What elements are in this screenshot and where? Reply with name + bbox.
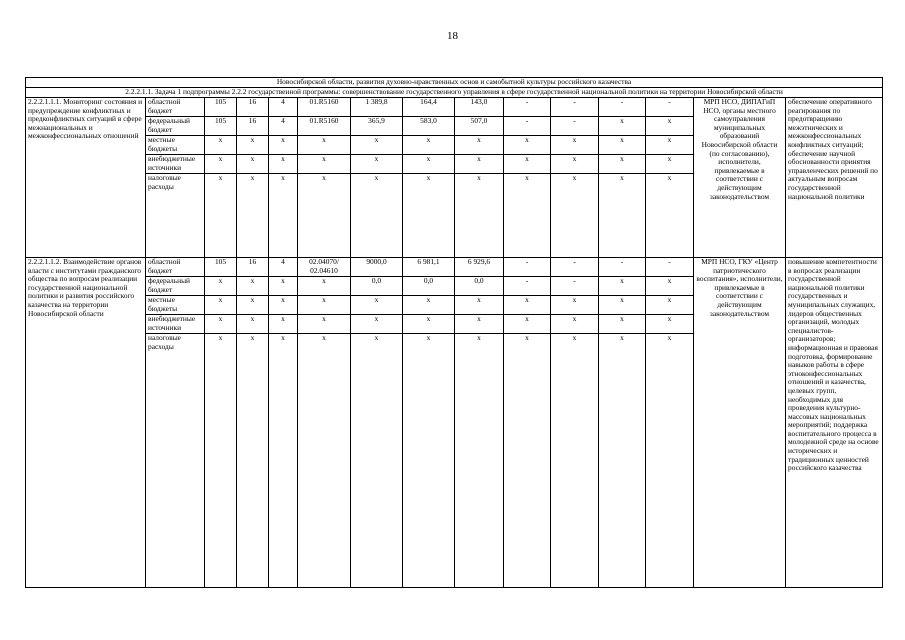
table-cell: 16: [237, 98, 269, 117]
table-cell: x: [646, 277, 694, 296]
table-cell: x: [551, 136, 599, 155]
task-header-row: [26, 88, 883, 98]
table-cell: 105: [205, 98, 237, 117]
table-cell: x: [455, 136, 504, 155]
table-cell: x: [455, 296, 504, 315]
table-cell: x: [205, 296, 237, 315]
section-header: Новосибирской области, развития духовно-нравственных основ и самобытной культуры российского казачества: [26, 78, 883, 88]
table-cell: x: [504, 334, 551, 588]
activity-name: 2.2.2.1.1.2. Взаимодействие органов власти с институтами гражданского общества по вопросам реализации государственной национальной политики и развития российского казачества на территории Новосибирской области: [26, 258, 146, 588]
table-cell: x: [403, 334, 455, 588]
table-cell: x: [237, 277, 269, 296]
table-cell: x: [351, 334, 403, 588]
table-cell: 0,0: [455, 277, 504, 296]
table-cell: x: [403, 296, 455, 315]
table-cell: x: [237, 334, 269, 588]
table-cell: x: [269, 334, 298, 588]
task-header: 2.2.2.1.1. Задача 1 подпрограммы 2.2.2 государственной программы: совершенствование государственного управления в сфере государственной национальной политики на территории Новосибирской области: [26, 88, 883, 98]
table-cell: 143,0: [455, 98, 504, 117]
program-table: [25, 77, 883, 588]
funding-source: внебюджетные источники: [146, 315, 205, 334]
table-cell: x: [551, 334, 599, 588]
table-cell: -: [504, 258, 551, 277]
table-cell: x: [646, 117, 694, 136]
table-cell: x: [298, 277, 351, 296]
table-cell: x: [599, 334, 646, 588]
table-cell: x: [646, 315, 694, 334]
table-cell: 16: [237, 258, 269, 277]
table-cell: x: [269, 155, 298, 174]
table-cell: x: [403, 155, 455, 174]
table-cell: x: [351, 315, 403, 334]
table-cell: x: [205, 174, 237, 258]
table-cell: 02.04070/ 02.04610: [298, 258, 351, 277]
table-cell: x: [205, 277, 237, 296]
funding-source: местные бюджеты: [146, 136, 205, 155]
table-cell: x: [205, 315, 237, 334]
funding-source: местные бюджеты: [146, 296, 205, 315]
expected-result: обеспечение оперативного реагирования по предотвращению межэтнических и межконфессиональных конфликтных ситуаций; обеспечение научной обоснованности принятия управленческих решений по актуальным вопросам государственной национальной политики: [786, 98, 883, 258]
table-cell: 16: [237, 117, 269, 136]
table-cell: x: [599, 117, 646, 136]
table-cell: x: [351, 136, 403, 155]
table-cell: x: [205, 136, 237, 155]
table-cell: x: [298, 155, 351, 174]
executor: МРП НСО, ГКУ «Центр патриотического воспитания», исполнители, привлекаемые в соответствии с действующим законодательством: [694, 258, 786, 588]
activity-name: 2.2.2.1.1.1. Мониторинг состояния и предупреждение конфликтных и предконфликтных ситуаций в сфере межнациональных и межконфессиональных отношений: [26, 98, 146, 258]
table-cell: x: [455, 155, 504, 174]
table-cell: -: [504, 117, 551, 136]
table-cell: x: [403, 174, 455, 258]
table-cell: x: [599, 277, 646, 296]
table-cell: x: [237, 174, 269, 258]
table-cell: x: [646, 174, 694, 258]
table-cell: x: [599, 174, 646, 258]
table-cell: x: [269, 136, 298, 155]
table-cell: x: [551, 174, 599, 258]
expected-result: повышение компетентности в вопросах реализации государственной национальной политики государственных и муниципальных служащих, лидеров общественных организаций, молодых специалистов-организаторов; информационная и правовая подготовка, формирование навыков работы в сфере этноконфессиональных отношений и казачества, целевых групп, необходимых для проведения культурно-массовых национальных мероприятий; поддержка воспитательного процесса в молодежной среде на основе исторических и традиционных ценностей российского казачества: [786, 258, 883, 588]
table-cell: -: [599, 258, 646, 277]
table-cell: x: [646, 155, 694, 174]
table-cell: x: [646, 334, 694, 588]
table-cell: x: [551, 315, 599, 334]
table-row: [26, 98, 883, 117]
section-header-row: [26, 78, 883, 88]
table-cell: x: [551, 155, 599, 174]
table-cell: x: [599, 315, 646, 334]
funding-source: налоговые расходы: [146, 174, 205, 258]
executor: МРП НСО, ДИПАГиП НСО, органы местного самоуправления муниципальных образований Новосибирской области (по согласованию), исполнители, привлекаемые в соответствии с действующим законодательством: [694, 98, 786, 258]
funding-source: внебюджетные источники: [146, 155, 205, 174]
table-cell: x: [237, 315, 269, 334]
table-cell: 583,0: [403, 117, 455, 136]
table-cell: x: [403, 315, 455, 334]
table-cell: 01.R5160: [298, 98, 351, 117]
page-number: 18: [447, 30, 458, 42]
table-cell: x: [504, 296, 551, 315]
table-cell: x: [298, 296, 351, 315]
table-cell: x: [237, 296, 269, 315]
table-cell: x: [455, 315, 504, 334]
table-cell: 4: [269, 98, 298, 117]
table-cell: 4: [269, 258, 298, 277]
table-cell: x: [599, 155, 646, 174]
table-cell: 6 929,6: [455, 258, 504, 277]
funding-source: областной бюджет: [146, 98, 205, 117]
table-cell: x: [205, 155, 237, 174]
table-cell: x: [298, 334, 351, 588]
table-cell: -: [504, 98, 551, 117]
table-cell: x: [504, 155, 551, 174]
table-cell: x: [599, 296, 646, 315]
funding-source: федеральный бюджет: [146, 277, 205, 296]
table-row: [26, 258, 883, 277]
table-cell: 9000,0: [351, 258, 403, 277]
table-cell: 105: [205, 258, 237, 277]
table-cell: 164,4: [403, 98, 455, 117]
table-cell: 0,0: [351, 277, 403, 296]
table-cell: x: [504, 136, 551, 155]
table-cell: x: [351, 174, 403, 258]
table-cell: -: [599, 98, 646, 117]
table-cell: x: [455, 334, 504, 588]
table-cell: 507,0: [455, 117, 504, 136]
table-cell: x: [269, 174, 298, 258]
table-cell: x: [298, 136, 351, 155]
table-cell: 105: [205, 117, 237, 136]
table-cell: -: [504, 277, 551, 296]
table-cell: x: [269, 296, 298, 315]
table-cell: x: [351, 155, 403, 174]
table-cell: x: [205, 334, 237, 588]
table-cell: 1 389,8: [351, 98, 403, 117]
table-cell: 4: [269, 117, 298, 136]
table-cell: 0,0: [403, 277, 455, 296]
table-cell: x: [351, 296, 403, 315]
table-cell: -: [551, 98, 599, 117]
table-cell: x: [599, 136, 646, 155]
table-cell: -: [551, 277, 599, 296]
table-cell: -: [551, 258, 599, 277]
table-cell: x: [269, 277, 298, 296]
funding-source: налоговые расходы: [146, 334, 205, 588]
table-cell: x: [551, 296, 599, 315]
table-cell: x: [237, 136, 269, 155]
table-cell: x: [237, 155, 269, 174]
table-cell: x: [504, 174, 551, 258]
table-cell: -: [646, 98, 694, 117]
funding-source: областной бюджет: [146, 258, 205, 277]
table-cell: x: [269, 315, 298, 334]
table-cell: -: [646, 258, 694, 277]
table-cell: x: [646, 136, 694, 155]
table-cell: 6 981,1: [403, 258, 455, 277]
table-cell: 01.R5160: [298, 117, 351, 136]
table-cell: x: [504, 315, 551, 334]
table-cell: 365,9: [351, 117, 403, 136]
table-cell: -: [551, 117, 599, 136]
table-cell: x: [403, 136, 455, 155]
table-cell: x: [298, 174, 351, 258]
funding-source: федеральный бюджет: [146, 117, 205, 136]
table-cell: x: [298, 315, 351, 334]
table-cell: x: [646, 296, 694, 315]
table-cell: x: [455, 174, 504, 258]
